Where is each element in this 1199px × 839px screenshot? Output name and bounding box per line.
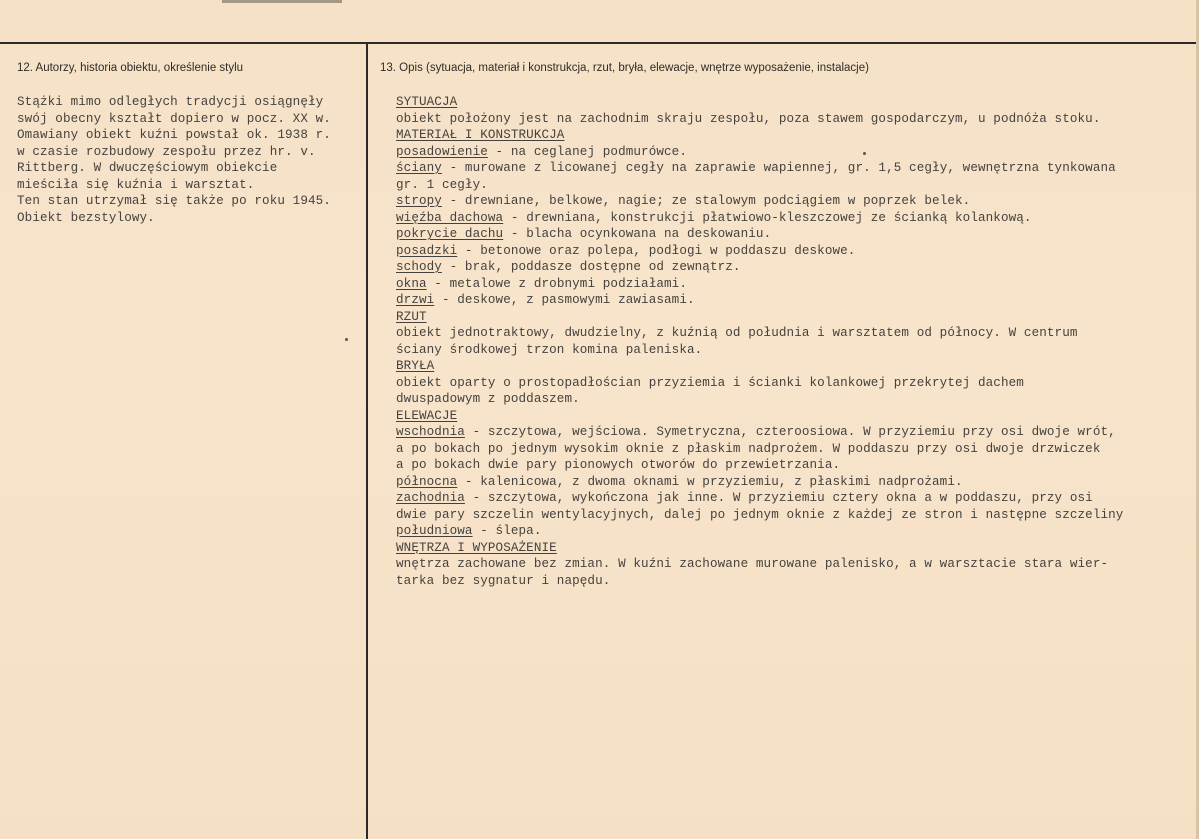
section-13-heading: 13. Opis (sytuacja, materiał i konstrukcja, rzut, bryła, elewacje, wnętrze wyposażenie, instalacje)	[380, 62, 869, 74]
underlined-label: zachodnia	[396, 491, 465, 505]
line-text: - szczytowa, wejściowa. Symetryczna, czteroosiowa. W przyziemiu przy osi dwoje wrót,	[464, 425, 1116, 439]
description-line	[396, 111, 1123, 128]
history-line: Rittberg. W dwuczęściowym obiekcie	[17, 161, 278, 175]
description-line	[396, 556, 1123, 573]
description-line	[396, 276, 1123, 293]
line-text: a po bokach dwie pary pionowych otworów do przewietrzania.	[396, 458, 841, 472]
line-text: obiekt oparty o prostopadłościan przyziemia i ścianki kolankowej przekrytej dachem	[396, 375, 1024, 390]
history-line: swój obecny kształt dopiero w pocz. XX w.	[17, 111, 331, 126]
description-line	[396, 144, 1123, 161]
description-line	[396, 193, 1123, 210]
description-line	[396, 210, 1123, 227]
line-text: - szczytowa, wykończona jak inne. W przyziemiu cztery okna a w poddaszu, przy osi	[464, 491, 1093, 505]
top-rule	[0, 42, 1199, 44]
description-line	[396, 325, 1123, 342]
underlined-label: posadowienie	[396, 144, 488, 159]
description-line	[396, 292, 1123, 309]
underlined-label: WNĘTRZA I WYPOSAŻENIE	[396, 540, 557, 555]
description-line	[396, 457, 1123, 474]
underlined-label: pokrycie dachu	[396, 227, 504, 241]
description-line	[396, 127, 1123, 144]
line-text: tarka bez sygnatur i napędu.	[396, 573, 611, 588]
description-line	[396, 358, 1123, 375]
underlined-label: wschodnia	[396, 425, 465, 439]
line-text: - deskowe, z pasmowymi zawiasami.	[434, 293, 695, 307]
description-line	[396, 573, 1123, 590]
stray-mark	[345, 338, 348, 341]
history-line: Obiekt bezstylowy.	[17, 210, 155, 225]
column-divider	[366, 44, 368, 839]
line-text: obiekt położony jest na zachodnim skraju zespołu, poza stawem gospodarczym, u podnóża stoku.	[396, 111, 1101, 126]
line-text: wnętrza zachowane bez zmian. W kuźni zachowane murowane palenisko, a w warsztacie stara wier-	[396, 557, 1109, 571]
description-line	[396, 507, 1123, 524]
history-line: Ten stan utrzymał się także po roku 1945.	[17, 194, 331, 208]
line-text: - brak, poddasze dostępne od zewnątrz.	[441, 260, 741, 274]
description-line	[396, 226, 1123, 243]
line-text: - murowane z licowanej cegły na zaprawie wapiennej, gr. 1,5 cegły, wewnętrzna tynkowana	[441, 161, 1116, 175]
description-line	[396, 391, 1123, 408]
history-line: w czasie rozbudowy zespołu przez hr. v.	[17, 144, 316, 159]
line-text: dwie pary szczelin wentylacyjnych, dalej po jednym oknie z każdej ze stron i następne szczeliny	[396, 507, 1124, 522]
description-line	[396, 309, 1123, 326]
line-text: - betonowe oraz polepa, podłogi w poddaszu deskowe.	[457, 243, 856, 258]
section-12-heading: 12. Autorzy, historia obiektu, określenie stylu	[17, 62, 244, 74]
history-line: Omawiany obiekt kuźni powstał ok. 1938 r.	[17, 128, 331, 142]
underlined-label: RZUT	[396, 309, 427, 324]
description-line	[396, 177, 1123, 194]
description-line	[396, 424, 1123, 441]
line-text: - blacha ocynkowana na deskowaniu.	[503, 227, 772, 241]
line-text: obiekt jednotraktowy, dwudzielny, z kuźnią od południa i warsztatem od północy. W centrum	[396, 326, 1078, 340]
line-text: a po bokach po jednym wysokim oknie z płaskim nadprożem. W poddaszu przy osi dwoje drzwiczek	[396, 441, 1101, 456]
underlined-label: ELEWACJE	[396, 408, 458, 423]
description-line	[396, 408, 1123, 425]
description-line	[396, 259, 1123, 276]
underlined-label: schody	[396, 260, 442, 274]
description-line	[396, 342, 1123, 359]
description-line	[396, 441, 1123, 458]
line-text: - ślepa.	[472, 524, 542, 538]
line-text: ściany środkowej trzon komina paleniska.	[396, 342, 703, 357]
description-line	[396, 243, 1123, 260]
description-line	[396, 474, 1123, 491]
description-line	[396, 490, 1123, 507]
description-line	[396, 540, 1123, 557]
line-text: - drewniane, belkowe, nagie; ze stalowym podciągiem w poprzek belek.	[441, 194, 971, 208]
description-line	[396, 523, 1123, 540]
underlined-label: stropy	[396, 194, 442, 208]
description-line	[396, 160, 1123, 177]
line-text: - metalowe z drobnymi podziałami.	[426, 276, 687, 291]
underlined-label: północna	[396, 474, 458, 489]
underlined-label: drzwi	[396, 293, 435, 307]
history-line: Stążki mimo odległych tradycji osiągnęły	[17, 95, 324, 109]
underlined-label: posadzki	[396, 243, 458, 258]
underlined-label: więźba dachowa	[396, 210, 504, 225]
underlined-label: południowa	[396, 524, 473, 538]
line-text: - kalenicowa, z dwoma oknami w przyziemiu, z płaskimi nadprożami.	[457, 474, 963, 489]
history-text	[17, 94, 331, 226]
underlined-label: MATERIAŁ I KONSTRUKCJA	[396, 128, 565, 142]
underlined-label: ściany	[396, 161, 442, 175]
stray-mark	[863, 152, 866, 155]
underlined-label: BRYŁA	[396, 359, 435, 373]
underlined-label: okna	[396, 276, 427, 291]
history-line: mieściła się kuźnia i warsztat.	[17, 177, 255, 192]
line-text: gr. 1 cegły.	[396, 177, 488, 192]
line-text: dwuspadowym z poddaszem.	[396, 392, 580, 406]
top-edge-mark	[222, 0, 342, 3]
underlined-label: SYTUACJA	[396, 95, 458, 109]
description-text	[396, 94, 1123, 589]
line-text: - drewniana, konstrukcji płatwiowo-kleszczowej ze ścianką kolankową.	[503, 210, 1032, 225]
description-line	[396, 375, 1123, 392]
line-text: - na ceglanej podmurówce.	[487, 144, 687, 159]
description-line	[396, 94, 1123, 111]
